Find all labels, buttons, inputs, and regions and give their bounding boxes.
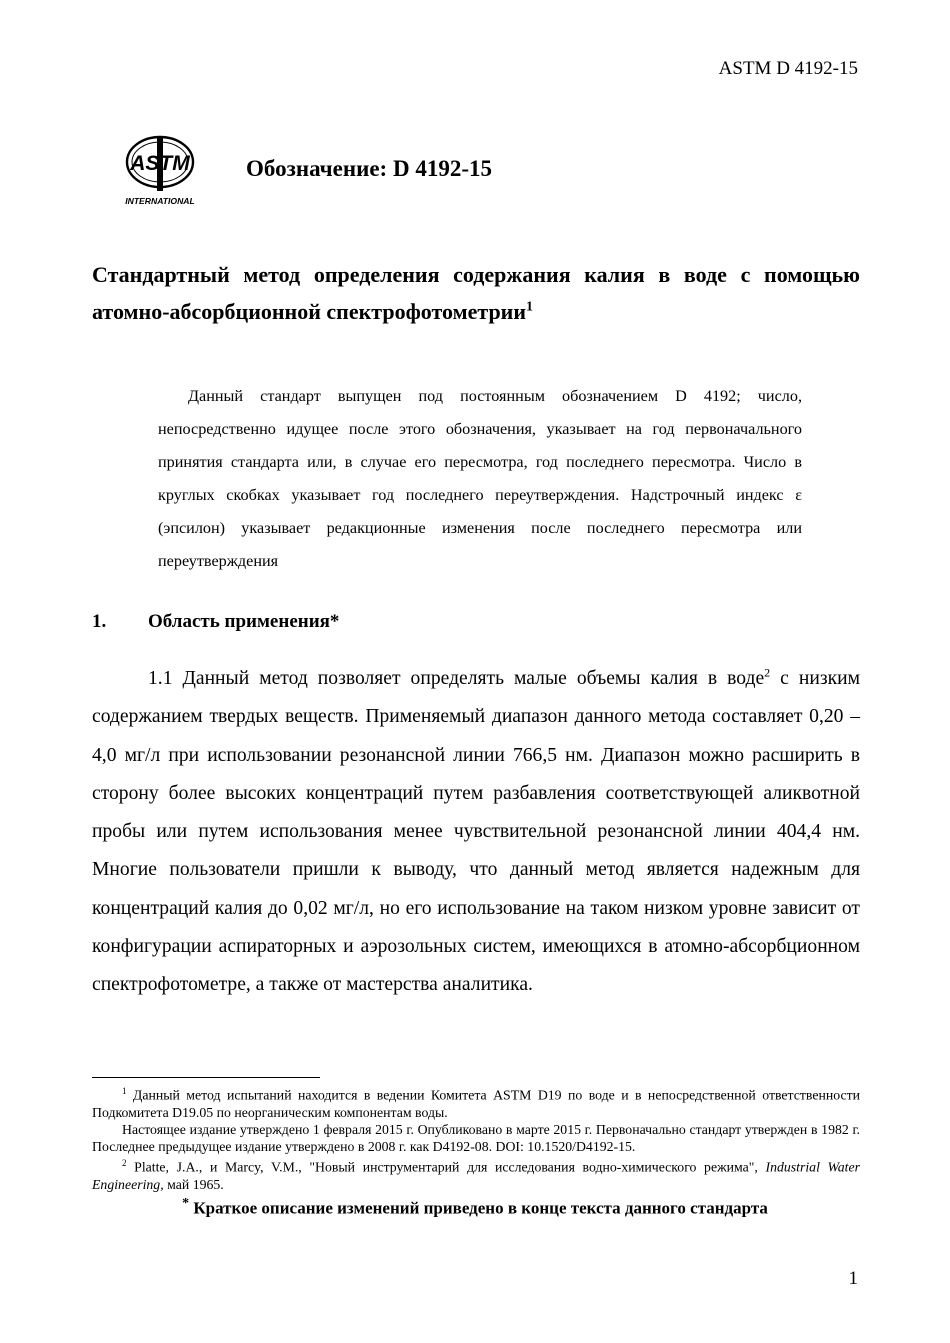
paragraph-1-1 — [92, 660, 860, 1005]
designation-heading: Обозначение: D 4192-15 — [246, 156, 492, 181]
footnote-divider — [92, 1077, 320, 1078]
summary-of-changes-note — [0, 1196, 950, 1219]
title-text: Стандартный метод определения содержания калия в воде с помощью атомно-абсорбционной спектрофотометрии — [92, 262, 860, 324]
paragraph-1-1-part1: 1.1 Данный метод позволяет определять малые объемы калия в воде — [148, 668, 765, 689]
document-title — [92, 256, 860, 330]
footnote-2-date: май 1965. — [163, 1177, 224, 1193]
footnote-2-text: Platte, J.A., и Marcy, V.M., "Новый инструментарий для исследования водно-химического режима", — [126, 1160, 766, 1175]
astm-logo — [118, 134, 202, 208]
paragraph-1-1-part2: с низким содержанием твердых веществ. Применяемый диапазон данного метода составляет 0,20 – 4,0 мг/л при использовании резонансной линии 766,5 нм. Диапазон можно расширить в сторону более высоких концентраций путем разбавления соответствующей аликвотной пробы или путем использования менее чувствительной резонансной линии 404,4 нм. Многие пользователи пришли к выводу, что данный метод является надежным для концентраций калия до 0,02 мг/л, но его использование на таком низком уровне зависит от конфигурации аспираторных и аэрозольных систем, имеющихся в атомно-абсорбционном спектрофотометре, а также от мастерства аналитика. — [92, 668, 860, 996]
section-number: 1. — [92, 611, 107, 632]
footnote-2-number: 2 — [122, 1158, 127, 1169]
section-heading-scope — [92, 611, 339, 633]
title-footnote-ref: 1 — [526, 299, 534, 315]
footnote-2-journal: Industrial Water Engineering, — [92, 1160, 861, 1193]
astm-logo-graphic — [118, 134, 202, 208]
paragraph-footnote-ref: 2 — [764, 665, 771, 680]
footnote-2 — [92, 1155, 860, 1193]
svg-text:ASTM: ASTM — [130, 152, 190, 175]
section-title: Область применения* — [148, 611, 340, 632]
header-standard-code: ASTM D 4192-15 — [718, 58, 858, 79]
footnote-1 — [92, 1083, 860, 1121]
footnote-1-number: 1 — [122, 1086, 127, 1096]
intro-paragraph: Данный стандарт выпущен под постоянным обозначением D 4192; число, непосредственно идущее после этого обозначения, указывает на год первоначального принятия стандарта или, в случае его пересмотра, год последнего пересмотра. Число в круглых скобках указывает год последнего переутверждения. Надстрочный индекс ε (эпсилон) указывает редакционные изменения после последнего пересмотра или переутверждения — [158, 387, 802, 570]
svg-text:INTERNATIONAL: INTERNATIONAL — [125, 196, 195, 206]
summary-text: Краткое описание изменений приведено в конце текста данного стандарта — [189, 1198, 768, 1218]
summary-asterisk: * — [182, 1196, 190, 1211]
page-number: 1 — [848, 1268, 858, 1289]
footnotes — [92, 1083, 860, 1193]
footnote-1-text: Данный метод испытаний находится в ведении Комитета ASTM D19 по воде и в непосредственной ответственности Подкомитета D19.05 по неорганическим компонентам воды. — [92, 1087, 860, 1120]
footnote-1-continued: Настоящее издание утверждено 1 февраля 2015 г. Опубликовано в марте 2015 г. Первоначально стандарт утвержден в 1982 г. Последнее предыдущее издание утверждено в 2008 г. как D4192-08. DOI: 10.1520/D4192-15. — [92, 1122, 860, 1155]
